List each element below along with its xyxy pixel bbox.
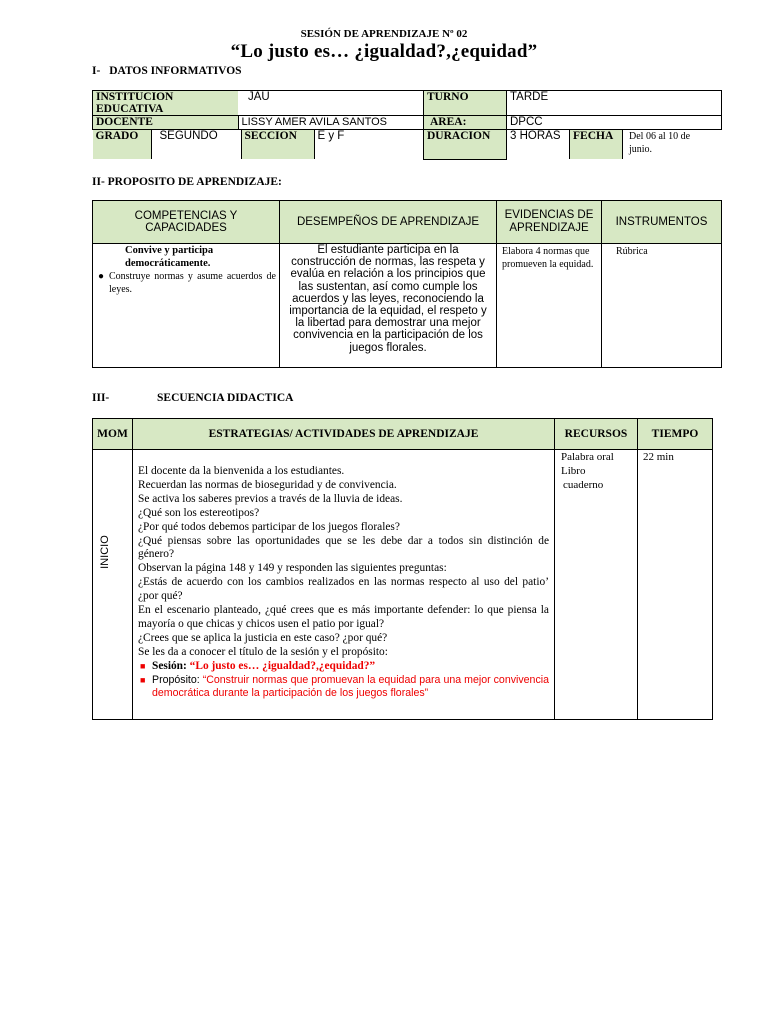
header-desempenos: DESEMPEÑOS DE APRENDIZAJE (280, 201, 497, 244)
proposito-table (92, 200, 722, 368)
activity-line: ¿Crees que se aplica la justicia en este caso? ¿por qué? (138, 631, 388, 644)
activity-line: Recuerdan las normas de bioseguridad y de convivencia. (138, 478, 397, 491)
docente-label: DOCENTE (93, 116, 239, 130)
session-purpose-list (138, 660, 549, 701)
seccion-label: SECCION (241, 130, 314, 159)
duracion-label: DURACION (424, 130, 507, 160)
turno-label: TURNO (424, 91, 507, 116)
competencia-item (98, 270, 276, 296)
activity-line: Se activa los saberes previos a través de la lluvia de ideas. (138, 492, 403, 505)
square-bullet-icon: ■ (140, 660, 146, 671)
moment-cell (93, 450, 133, 720)
evidencia-text: Elabora 4 normas que promueven la equidad. (497, 244, 602, 368)
activity-line: ¿Por qué todos debemos participar de los juegos florales? (138, 520, 400, 533)
activity-line: En el escenario planteado, ¿qué crees que es más importante defender: lo que piensa la mayoría o que chicas y chicos usen el patio por igual? (138, 604, 549, 630)
header-instrumentos: INSTRUMENTOS (602, 201, 722, 244)
section1-title: DATOS INFORMATIVOS (109, 65, 242, 77)
header-recursos: RECURSOS (555, 419, 638, 450)
turno-value: TARDE (507, 91, 722, 116)
header-evidencias: EVIDENCIAS DE APRENDIZAJE (497, 201, 602, 244)
moment-label: INICIO (98, 535, 111, 569)
header-competencias: COMPETENCIAS Y CAPACIDADES (93, 201, 280, 244)
duracion-value: 3 HORAS (507, 130, 570, 159)
moment-label-wrap (92, 534, 132, 574)
section3-number: III- (92, 392, 110, 404)
secuencia-table (92, 418, 713, 720)
recurso-item: cuaderno (563, 479, 604, 491)
docente-value: LISSY AMER AVILA SANTOS (238, 116, 424, 130)
instrumento-text: Rúbrica (602, 244, 722, 368)
institucion-value: JAU (238, 91, 424, 116)
session-item (140, 659, 549, 674)
section1-number: I- (92, 65, 101, 77)
area-label: AREA: (424, 116, 507, 130)
institucion-label: INSTITUCION EDUCATIVA (93, 91, 239, 116)
session-number: SESIÓN DE APRENDIZAJE Nº 02 (300, 28, 468, 40)
area-value: DPCC (507, 116, 722, 130)
desempeno-text: El estudiante participa en la construcción de normas, las respeta y evalúa en relación a los principios que las sustentan, así como cumple los acuerdos y las leyes, reconociendo la importancia de la equidad, el respeto y la libertad para demostrar una mejor convivencia en la participación de los juegos florales. (280, 244, 497, 368)
recursos-cell (555, 450, 638, 720)
header-estrategias: ESTRATEGIAS/ ACTIVIDADES DE APRENDIZAJE (133, 419, 555, 450)
grado-value: SEGUNDO (151, 130, 241, 159)
tiempo-cell: 22 min (638, 450, 713, 720)
section3-heading: SECUENCIA DIDACTICA (157, 392, 294, 404)
session-value: “Lo justo es… ¿igualdad?,¿equidad?” (189, 659, 376, 672)
seccion-value: E y F (314, 130, 423, 159)
header-mom: MOM (93, 419, 133, 450)
session-label: Sesión: (152, 659, 187, 672)
activity-line: ¿Estás de acuerdo con los cambios realizados en las normas respecto al uso del patio’ ¿por qué? (138, 576, 549, 603)
recurso-item: Palabra oral (561, 451, 614, 463)
purpose-label: Propósito: (152, 673, 200, 686)
bullet-icon: ● (98, 271, 105, 282)
purpose-item (140, 673, 549, 701)
grado-label: GRADO (93, 130, 152, 159)
activities-cell (133, 450, 555, 720)
section2-heading: II- PROPOSITO DE APRENDIZAJE: (92, 176, 282, 188)
datos-informativos-table (92, 90, 722, 160)
activity-line: Se les da a conocer el título de la sesión y el propósito: (138, 645, 388, 658)
recurso-item: Libro (561, 465, 586, 477)
header-tiempo: TIEMPO (638, 419, 713, 450)
session-title: “Lo justo es… ¿igualdad?,¿equidad” (230, 41, 538, 62)
activity-lines (138, 465, 549, 660)
activity-line: Observan la página 148 y 149 y responden las siguientes preguntas: (138, 562, 447, 575)
competencia-cell (93, 244, 280, 368)
competencia-title: Convive y participa democráticamente. (125, 245, 214, 269)
competencia-item-text: Construye normas y asume acuerdos de leyes. (109, 271, 276, 295)
section1-heading (92, 65, 242, 77)
purpose-value: “Construir normas que promuevan la equidad para una mejor convivencia democrática durante la participación de los juegos florales” (152, 673, 549, 700)
activity-line: ¿Qué piensas sobre las oportunidades que se les debe dar a todos sin distinción de género? (138, 534, 549, 561)
square-bullet-icon: ■ (140, 674, 146, 685)
fecha-value: Del 06 al 10 de junio. (623, 130, 722, 159)
activity-line: El docente da la bienvenida a los estudiantes. (138, 465, 345, 477)
fecha-label: FECHA (570, 130, 623, 159)
activity-line: ¿Qué son los estereotipos? (138, 506, 260, 519)
